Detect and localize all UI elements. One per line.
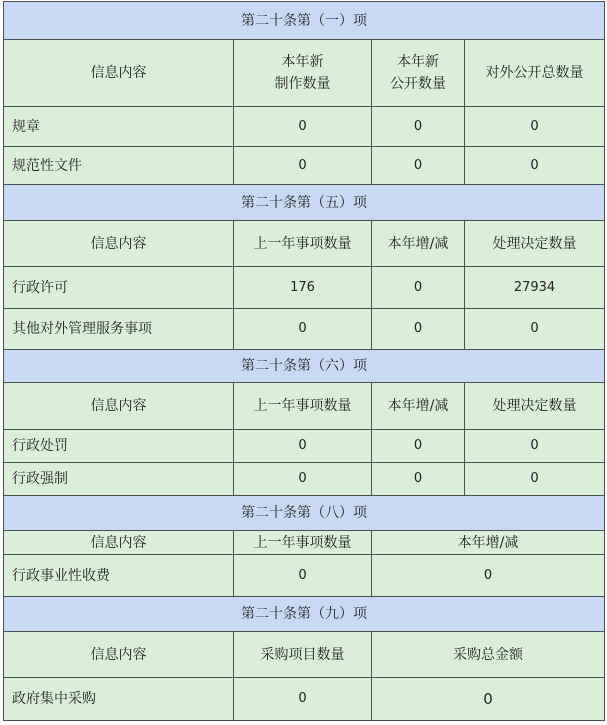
column-header-row xyxy=(4,221,605,267)
column-header-row xyxy=(4,383,605,430)
cell-value: 0 xyxy=(372,267,465,309)
section-header-row xyxy=(4,597,605,632)
header-info-content: 信息内容 xyxy=(4,632,234,678)
header-decision-count: 处理决定数量 xyxy=(465,221,605,267)
table-row xyxy=(4,267,605,309)
cell-value: 0 xyxy=(234,555,372,597)
header-year-change: 本年增/减 xyxy=(372,383,465,430)
header-prev-year-count: 上一年事项数量 xyxy=(234,383,372,430)
cell-value: 0 xyxy=(234,309,372,350)
row-label: 行政强制 xyxy=(4,463,234,496)
cell-value: 0 xyxy=(465,309,605,350)
cell-value: 0 xyxy=(372,555,605,597)
row-label: 其他对外管理服务事项 xyxy=(4,309,234,350)
cell-value: 0 xyxy=(372,678,605,721)
table-row xyxy=(4,147,605,185)
row-label: 行政处罚 xyxy=(4,430,234,463)
table-row xyxy=(4,107,605,147)
cell-value: 0 xyxy=(234,463,372,496)
header-year-change: 本年增/减 xyxy=(372,221,465,267)
cell-value: 0 xyxy=(372,147,465,185)
header-new-produced-count: 本年新 制作数量 xyxy=(234,40,372,107)
cell-value: 0 xyxy=(234,107,372,147)
row-label: 政府集中采购 xyxy=(4,678,234,721)
cell-value: 0 xyxy=(372,107,465,147)
cell-value: 0 xyxy=(465,107,605,147)
row-label: 规范性文件 xyxy=(4,147,234,185)
section-title: 第二十条第（六）项 xyxy=(4,350,605,383)
header-new-published-count: 本年新 公开数量 xyxy=(372,40,465,107)
cell-value: 27934 xyxy=(465,267,605,309)
header-info-content: 信息内容 xyxy=(4,40,234,107)
column-header-row xyxy=(4,531,605,555)
table-row xyxy=(4,309,605,350)
cell-value: 0 xyxy=(234,678,372,721)
column-header-row xyxy=(4,40,605,107)
header-info-content: 信息内容 xyxy=(4,383,234,430)
row-label: 行政许可 xyxy=(4,267,234,309)
section-title: 第二十条第（五）项 xyxy=(4,185,605,221)
cell-value: 0 xyxy=(465,430,605,463)
cell-value: 0 xyxy=(465,463,605,496)
table-row xyxy=(4,463,605,496)
cell-value: 0 xyxy=(372,430,465,463)
table-row xyxy=(4,430,605,463)
section-header-row xyxy=(4,496,605,531)
cell-value: 0 xyxy=(372,463,465,496)
header-total-published-count: 对外公开总数量 xyxy=(465,40,605,107)
section-header-row xyxy=(4,2,605,40)
header-prev-year-count: 上一年事项数量 xyxy=(234,221,372,267)
section-title: 第二十条第（八）项 xyxy=(4,496,605,531)
header-info-content: 信息内容 xyxy=(4,531,234,555)
header-info-content: 信息内容 xyxy=(4,221,234,267)
header-procurement-total-amount: 采购总金额 xyxy=(372,632,605,678)
header-prev-year-count: 上一年事项数量 xyxy=(234,531,372,555)
section-title: 第二十条第（九）项 xyxy=(4,597,605,632)
header-decision-count: 处理决定数量 xyxy=(465,383,605,430)
section-title: 第二十条第（一）项 xyxy=(4,2,605,40)
cell-value: 176 xyxy=(234,267,372,309)
cell-value: 0 xyxy=(465,147,605,185)
cell-value: 0 xyxy=(372,309,465,350)
table-row xyxy=(4,678,605,721)
column-header-row xyxy=(4,632,605,678)
table-row xyxy=(4,555,605,597)
gov-info-disclosure-table xyxy=(3,1,605,721)
cell-value: 0 xyxy=(234,430,372,463)
section-header-row xyxy=(4,350,605,383)
cell-value: 0 xyxy=(234,147,372,185)
section-header-row xyxy=(4,185,605,221)
header-procurement-item-count: 采购项目数量 xyxy=(234,632,372,678)
row-label: 规章 xyxy=(4,107,234,147)
row-label: 行政事业性收费 xyxy=(4,555,234,597)
header-year-change: 本年增/减 xyxy=(372,531,605,555)
